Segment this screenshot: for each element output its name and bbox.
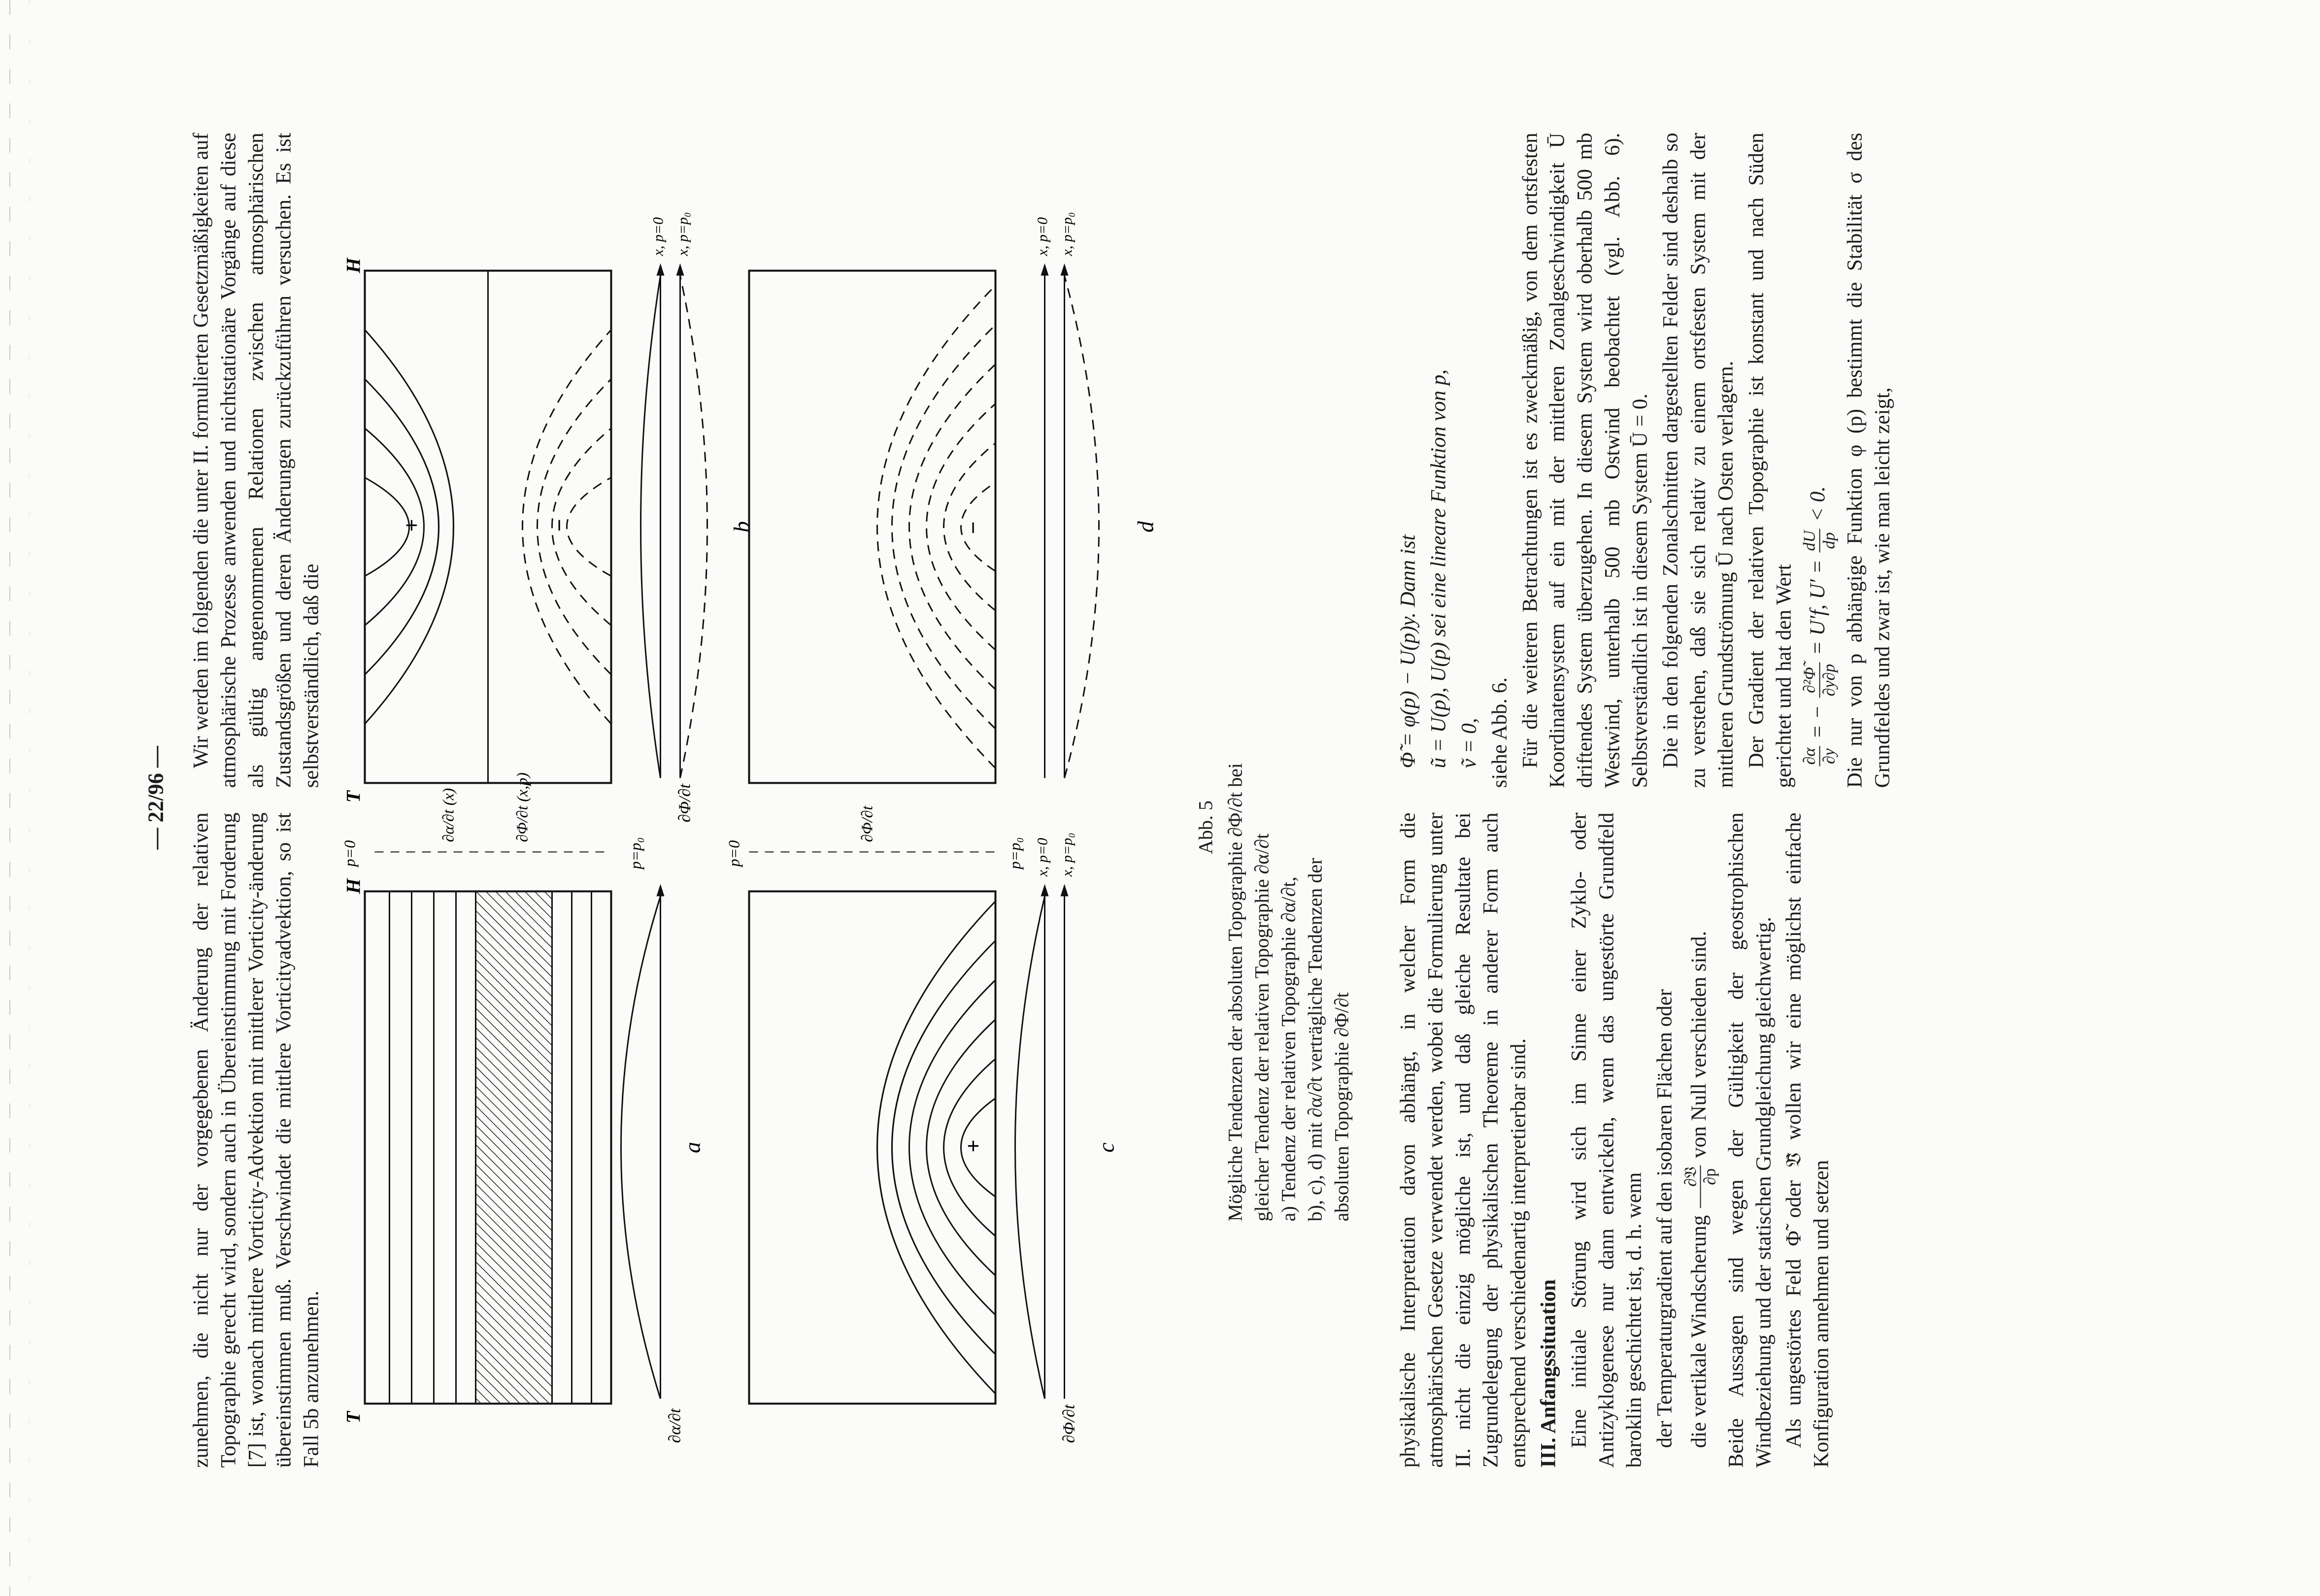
text: = − — [1806, 699, 1830, 739]
paragraph: physikalische Interpretation davon abhängt, in welcher Form die atmosphärischen Gesetze verwendet werden, wobei die Formulierung unter II. nicht die einzig mögliche ist, und daß gleiche Resultate bei Zugrundelegung der physikalischen Theoreme in anderer Form auch entsprechend verschiedenartig interpretierbar sind. — [1396, 812, 1530, 1468]
plus-sign-c: + — [960, 1139, 986, 1153]
minus-sign-d: − — [960, 521, 986, 534]
label-dphidt-mid: ∂Φ/∂t — [858, 805, 876, 842]
paragraph: Als ungestörtes Feld Φ̃ oder 𝔙̃ wollen wir eine möglichst einfache Konfiguration annehmen und setzen — [1782, 812, 1833, 1468]
caption-line: absoluten Topographie ∂Φ/∂t — [1330, 992, 1353, 1222]
label-H-a: H — [342, 878, 365, 894]
numerator: ∂²Φ̃ — [1801, 663, 1820, 698]
denominator: ∂y∂p — [1820, 664, 1839, 697]
numerator: dU — [1801, 529, 1820, 553]
panel-b — [342, 212, 754, 823]
figure-caption — [1193, 433, 1355, 1222]
paragraph: Der Gradient der relativen Topographie ist konstant und nach Süden gerichtet und hat den Wert — [1745, 133, 1796, 788]
paragraph — [1681, 813, 1719, 1468]
caption-line: Mögliche Tendenzen der absoluten Topographie ∂Φ/∂t bei — [1224, 763, 1246, 1222]
label-dphidt-xp: ∂Φ/∂t (x,p) — [513, 772, 531, 842]
paragraph: der Temperaturgradient auf den isobaren Flächen oder — [1653, 989, 1677, 1448]
section-heading: III. Anfangssituation — [1537, 1279, 1560, 1468]
paragraph: siehe Abb. 6. — [1488, 677, 1512, 788]
label-dadt-x: ∂α/∂t (x) — [439, 788, 457, 842]
panel-d-profile — [1065, 276, 1099, 778]
paragraph: Eine initiale Störung wird sich im Sinne einer Zyklo- oder Antizyklogenese nur dann entwickeln, wenn das ungestörte Grundfeld baroklin geschichtet ist, d. h. wenn — [1567, 812, 1646, 1468]
denominator: ∂p — [1701, 1168, 1719, 1185]
caption-line: a) Tendenz der relativen Topographie ∂α/∂t, — [1277, 876, 1300, 1222]
paragraph: Die in den folgenden Zonalschnitten dargestellten Felder sind deshalb so zu verstehen, daß sie sich relativ zu einem ortsfesten System mit der mittleren Grundströmung Ū nach Osten verlagern. — [1659, 133, 1738, 788]
panel-c — [749, 833, 1119, 1443]
fraction — [1681, 1165, 1719, 1208]
panel-c-frame — [749, 892, 996, 1404]
fraction — [1801, 529, 1839, 553]
text: von Null verschieden sind. — [1687, 931, 1711, 1158]
equation: ṽ = 0, — [1457, 718, 1481, 768]
dphidt-label-b: ∂Φ/∂t — [675, 784, 694, 823]
dadt-label: ∂α/∂t — [666, 1408, 684, 1443]
paragraph: Beide Aussagen sind wegen der Gültigkeit der geostrophischen Windbeziehung und der statischen Grundgleichung gleichwertig. — [1724, 812, 1776, 1468]
page-number: — 22/96 — — [143, 746, 168, 850]
label-pp0-bottom: p=p₀ — [1006, 837, 1024, 869]
label-H-b: H — [342, 258, 365, 273]
denominator: dp — [1820, 532, 1839, 549]
panel-label-d: d — [1133, 521, 1158, 532]
label-xpp0-c: x, p=p₀ — [1059, 832, 1076, 877]
caption-line: b), c), d) mit ∂α/∂t verträgliche Tendenzen der — [1304, 858, 1326, 1222]
paragraph: zunehmen, die nicht nur der vorgegebenen Änderung der relativen Topographie gerecht wird, sondern auch in Übereinstimmung mit Forderung [7] ist, wonach mittlere Vorticity-Advektion mit mittlerer Vorticity-änderung übereinstimmen muß. Verschwindet die mittlere Vorticityadvektion, so ist Fall 5b anzunehmen. — [189, 812, 323, 1468]
panel-label-b: b — [729, 521, 754, 532]
equation: Φ̃ = φ(p) − U(p)y. Dann ist — [1396, 534, 1420, 768]
label-T-b: T — [342, 791, 365, 803]
panel-label-a: a — [679, 1142, 705, 1153]
figure-abb-5 — [306, 143, 1183, 1473]
numerator: ∂α — [1801, 746, 1820, 766]
panel-a — [342, 878, 705, 1443]
label-xpp0-d: x, p=p₀ — [1059, 212, 1076, 256]
fraction — [1801, 746, 1839, 766]
label-p0-top: p=0 — [340, 840, 359, 867]
label-xp0-c: x, p=0 — [1034, 837, 1051, 877]
panel-a-hatched-band — [476, 892, 552, 1404]
figure-diagram — [306, 143, 1183, 1473]
label-xp0-b: x, p=0 — [650, 217, 667, 256]
text: < 0. — [1806, 486, 1830, 522]
text: die vertikale Windscherung — [1687, 1215, 1711, 1448]
panel-b-dashed-profile — [680, 276, 707, 778]
numerator: ∂𝔙 — [1681, 1165, 1701, 1208]
equation — [1801, 133, 1839, 788]
paragraph: Die nur von p abhängige Funktion φ (p) bestimmt die Stabilität σ des Grundfeldes und zwar ist, wie man leicht zeigt, — [1843, 133, 1894, 788]
denominator: ∂y — [1820, 748, 1839, 765]
panel-label-c: c — [1093, 1142, 1119, 1153]
label-pp0-top: p=p₀ — [626, 837, 644, 869]
panel-d-frame — [749, 271, 996, 783]
label-xpp0-b: x, p=p₀ — [674, 212, 691, 256]
caption-line: gleicher Tendenz der relativen Topographie ∂α/∂t — [1250, 833, 1273, 1222]
panel-d — [749, 212, 1158, 783]
label-xp0-d: x, p=0 — [1034, 217, 1051, 256]
plus-sign-b: + — [399, 519, 424, 532]
paragraph: Wir werden im folgenden die unter II. formulierten Gesetzmäßigkeiten auf atmosphärische Prozesse anwenden und nichtstationäre Vorgänge auf diese als gültig angenommenen Relationen zwischen atmosphärischen Zustandsgrößen und deren Änderungen zurückzuführen versuchen. Es ist selbstverständlich, daß die — [189, 133, 323, 788]
equation: ũ = U(p), U(p) sei eine lineare Funktion von p, — [1427, 369, 1450, 768]
fraction — [1801, 663, 1839, 698]
column-left-bottom — [1395, 813, 1839, 1468]
paragraph: Für die weiteren Betrachtungen ist es zweckmäßig, von dem ortsfesten Koordinatensystem auf ein mit der mittleren Zonalgeschwindigkeit Ū driftendes System überzugehen. In diesem System wird oberhalb 500 mb Westwind, unterhalb 500 mb Ostwind beobachtet (vgl. Abb. 6). Selbstverständlich ist in diesem System Ū = 0. — [1518, 133, 1652, 788]
caption-title: Abb. 5 — [1194, 800, 1217, 854]
text: = U′f, U′ = — [1806, 554, 1830, 656]
panel-a-profile — [621, 897, 661, 1399]
label-p0-bottom: p=0 — [725, 840, 743, 867]
panel-b-solid-profile — [641, 276, 661, 778]
dphidt-label-c: ∂Φ/∂t — [1060, 1404, 1078, 1443]
minus-sign-b: − — [546, 519, 572, 532]
label-T-a: T — [342, 1411, 365, 1424]
column-right-bottom — [1395, 133, 1900, 788]
panel-c-profile — [1015, 897, 1045, 1399]
